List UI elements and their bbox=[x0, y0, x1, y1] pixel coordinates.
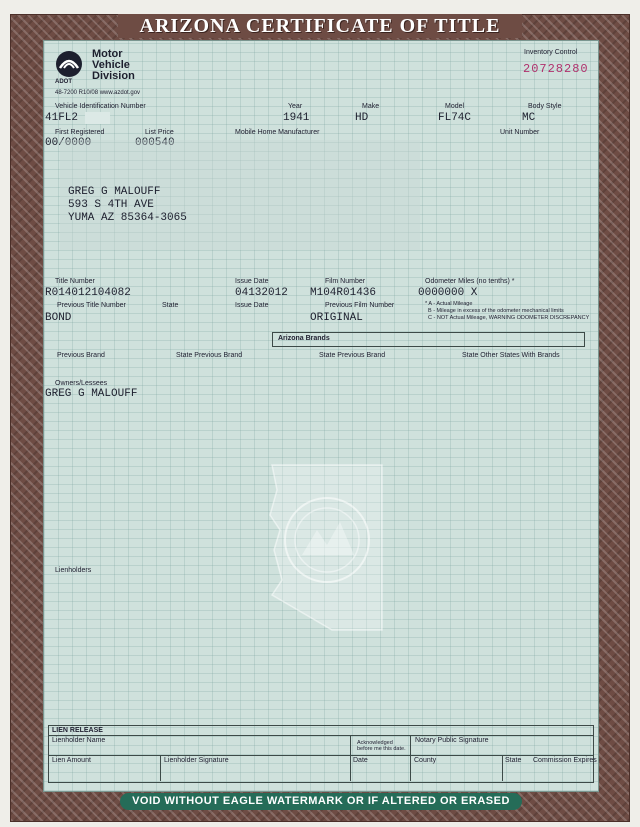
mobile-home-label: Mobile Home Manufacturer bbox=[235, 129, 320, 136]
arizona-brands-label: Arizona Brands bbox=[278, 335, 330, 342]
unit-number-label: Unit Number bbox=[500, 129, 540, 136]
adot-logo-icon bbox=[55, 50, 83, 78]
address-line-1: GREG G MALOUFF bbox=[68, 186, 161, 198]
body-style-label: Body Style bbox=[528, 103, 562, 110]
lien-vdivider-1 bbox=[350, 736, 351, 781]
lienholder-name-label: Lienholder Name bbox=[52, 737, 106, 744]
prev-film-value: ORIGINAL bbox=[310, 312, 363, 324]
issue-date-label: Issue Date bbox=[235, 278, 269, 285]
certificate-title: ARIZONA CERTIFICATE OF TITLE bbox=[118, 14, 522, 38]
county-label: County bbox=[414, 757, 437, 764]
year-label: Year bbox=[288, 103, 303, 110]
lien-vdivider-2 bbox=[410, 736, 411, 781]
address-line-3: YUMA AZ 85364-3065 bbox=[68, 212, 187, 224]
lien-vdivider-3 bbox=[160, 756, 161, 781]
odometer-note-b: B - Mileage in excess of the odometer mechanical limits bbox=[428, 308, 564, 314]
body-style-value: MC bbox=[522, 112, 536, 124]
state-previous-brand-label-1: State Previous Brand bbox=[176, 352, 243, 359]
previous-brand-label: Previous Brand bbox=[57, 352, 105, 359]
prev-title-label: Previous Title Number bbox=[57, 302, 126, 309]
vin-label: Vehicle Identification Number bbox=[55, 103, 146, 110]
lien-divider-2 bbox=[48, 755, 593, 756]
lien-release-header: LIEN RELEASE bbox=[52, 727, 103, 734]
agency-name bbox=[92, 49, 135, 82]
first-registered-label: First Registered bbox=[55, 129, 105, 136]
first-registered-value: 00/0000 bbox=[45, 137, 92, 149]
model-label: Model bbox=[445, 103, 465, 110]
vin-redaction bbox=[85, 112, 110, 124]
odometer-value: 0000000 X bbox=[418, 287, 478, 299]
lien-release-box bbox=[48, 725, 594, 783]
prev-state-label: State bbox=[162, 302, 179, 309]
adot-logo-label: ADOT bbox=[55, 79, 72, 85]
lien-vdivider-4 bbox=[502, 756, 503, 781]
lien-amount-label: Lien Amount bbox=[52, 757, 91, 764]
agency-line-2: Vehicle bbox=[92, 59, 130, 71]
lien-divider-1 bbox=[48, 735, 593, 736]
odometer-label: Odometer Miles (no tenths) * bbox=[425, 278, 515, 285]
film-number-value: M104R01436 bbox=[310, 287, 377, 299]
owner-value: GREG G MALOUFF bbox=[45, 388, 138, 400]
list-price-label: List Price bbox=[145, 129, 174, 136]
inventory-number: 20728280 bbox=[523, 62, 589, 76]
odometer-note-a: * A - Actual Mileage bbox=[425, 301, 473, 307]
odometer-note-c: C - NOT Actual Mileage, WARNING ODOMETER DISCREPANCY bbox=[428, 315, 590, 321]
owners-label: Owners/Lessees bbox=[55, 380, 108, 387]
title-number-label: Title Number bbox=[55, 278, 95, 285]
lien-date-label: Date bbox=[353, 757, 368, 764]
list-price-value: 000540 bbox=[135, 137, 175, 149]
make-label: Make bbox=[362, 103, 380, 110]
prev-title-value: BOND bbox=[45, 312, 72, 324]
year-value: 1941 bbox=[283, 112, 310, 124]
form-number: 48-7200 R10/08 www.azdot.gov bbox=[55, 90, 141, 96]
acknowledged-label: Acknowledged before me this date. bbox=[357, 740, 406, 752]
address-line-2: 593 S 4TH AVE bbox=[68, 199, 154, 211]
film-number-label: Film Number bbox=[325, 278, 366, 285]
prev-issue-date-label: Issue Date bbox=[235, 302, 269, 309]
title-number-value: R014012104082 bbox=[45, 287, 131, 299]
lienholder-signature-label: Lienholder Signature bbox=[164, 757, 229, 764]
other-states-label: State Other States With Brands bbox=[462, 352, 560, 359]
state-previous-brand-label-2: State Previous Brand bbox=[319, 352, 386, 359]
make-value: HD bbox=[355, 112, 369, 124]
prev-film-label: Previous Film Number bbox=[325, 302, 395, 309]
void-warning-banner: VOID WITHOUT EAGLE WATERMARK OR IF ALTERED OR ERASED bbox=[120, 793, 522, 810]
agency-line-3: Division bbox=[92, 70, 135, 82]
issue-date-value: 04132012 bbox=[235, 287, 288, 299]
agency-line-1: Motor bbox=[92, 48, 123, 60]
commission-expires-label: Commission Expires bbox=[533, 757, 597, 764]
inventory-label: Inventory Control bbox=[524, 49, 578, 56]
lien-state-label: State bbox=[505, 757, 522, 764]
notary-signature-label: Notary Public Signature bbox=[415, 737, 489, 744]
vin-value: 41FL2 bbox=[45, 112, 79, 124]
lienholders-label: Lienholders bbox=[55, 567, 92, 574]
model-value: FL74C bbox=[438, 112, 472, 124]
arizona-state-seal-watermark bbox=[262, 460, 392, 640]
